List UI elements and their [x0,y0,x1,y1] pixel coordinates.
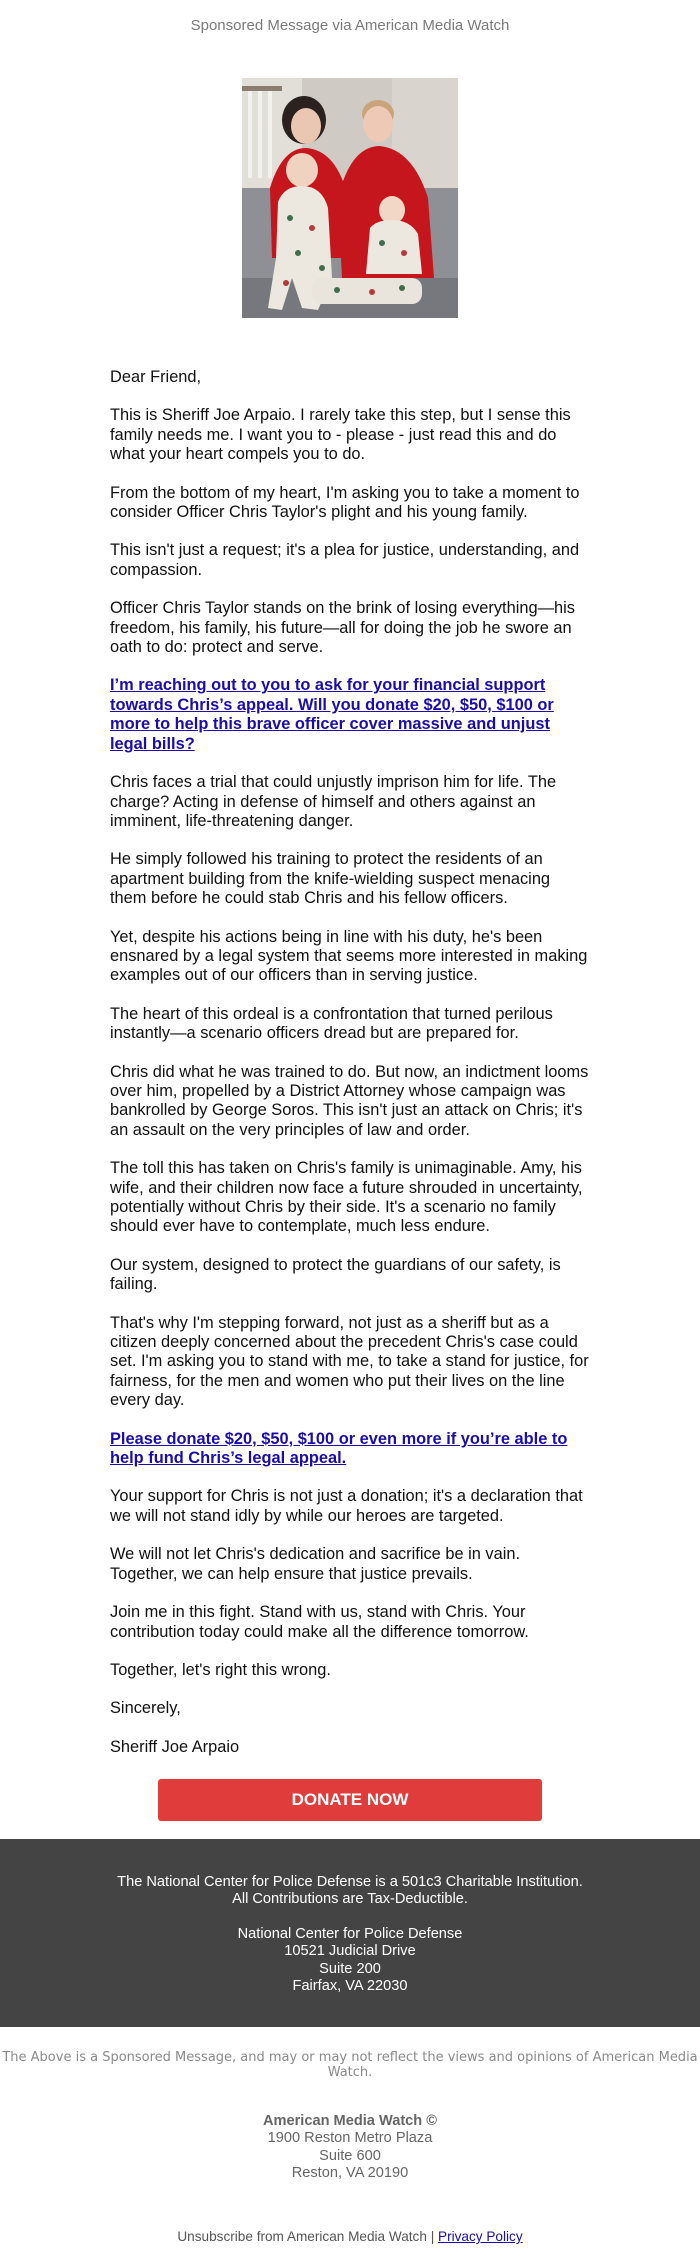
address-line: Suite 200 [319,1960,381,1977]
privacy-policy-link[interactable]: Privacy Policy [438,2229,523,2244]
donation-appeal-link[interactable]: I’m reaching out to you to ask for your financial support towards Chris’s appeal. Will you donate $20, $50, $100 or more to help this brave officer cover massive and unjust legal bills? [110,676,554,753]
organization-footer [0,1839,700,2027]
letter-paragraph: Your support for Chris is not just a donation; it's a declaration that we will not stand idly by while our heroes are targeted. [110,1487,583,1525]
letter-paragraph: We will not let Chris's dedication and sacrifice be in vain. Together, we can help ensure that justice prevails. [110,1545,521,1583]
sponsored-header: Sponsored Message via American Media Watch [190,17,510,34]
letter-signature: Sheriff Joe Arpaio [110,1737,240,1756]
letter-greeting: Dear Friend, [110,368,202,386]
letter-paragraph: Our system, designed to protect the guardians of our safety, is failing. [110,1255,561,1294]
appeal-paragraph [110,676,590,754]
letter-paragraph: Yet, despite his actions being in line with his duty, he's been ensnared by a legal system that seems more interested in making examples out of our officers than in serving justice. [110,927,588,985]
letter-paragraph: Join me in this fight. Stand with us, stand with Chris. Your contribution today could make all the difference tomorrow. [110,1603,529,1641]
address-line: Fairfax, VA 22030 [292,1978,408,1995]
letter-paragraph: This is Sheriff Joe Arpaio. I rarely take this step, but I sense this family needs me. I want you to - please - just read this and do what your heart compels you to do. [110,406,571,464]
letter-paragraph: That's why I'm stepping forward, not just as a sheriff but as a citizen deeply concerned about the precedent Chris's case could set. I'm asking you to stand with me, to take a stand for justice, for fairness, for the men and women who put their lives on the line every day. [110,1313,589,1410]
separator: | [430,2229,435,2244]
letter-paragraph: The toll this has taken on Chris's family is unimaginable. Amy, his wife, and their children now face a future shrouded in uncertainty, potentially without Chris by their side. It's a scenario no family should ever have to contemplate, much less endure. [110,1159,583,1236]
donate-button-wrap [0,1779,700,1821]
unsubscribe-link[interactable]: Unsubscribe from American Media Watch [177,2229,427,2244]
organization-address [0,1926,700,1996]
address-line: 10521 Judicial Drive [284,1943,416,1960]
letter-paragraph: Chris did what he was trained to do. But now, an indictment looms over him, propelled by a District Attorney whose campaign was bankrolled by George Soros. This isn't just an attack on Chris; it's an assault on the very principles of law and order. [110,1062,589,1139]
family-photo [242,78,458,318]
donation-appeal-link-2[interactable]: Please donate $20, $50, $100 or even more if you’re able to help fund Chris’s legal appeal. [110,1429,568,1468]
address-line: National Center for Police Defense [237,1925,463,1942]
donate-now-button[interactable]: DONATE NOW [158,1779,542,1821]
publisher-address-line: 1900 Reston Metro Plaza [267,2130,433,2147]
letter-paragraph: Officer Chris Taylor stands on the brink of losing everything—his freedom, his family, his future—all for doing the job he swore an oath to do: protect and serve. [110,599,575,657]
appeal-paragraph [110,1430,590,1469]
letter-paragraph: Chris faces a trial that could unjustly imprison him for life. The charge? Acting in defense of himself and others against an imminent, life-threatening danger. [110,773,557,830]
sponsored-disclaimer: The Above is a Sponsored Message, and may or may not reflect the views and opinions of American Media Watch. [2,2050,698,2080]
unsubscribe-bar [0,2229,700,2244]
letter-paragraph: He simply followed his training to protect the residents of an apartment building from the knife-wielding suspect menacing them before he could stab Chris and his fellow officers. [110,850,551,908]
publisher-name: American Media Watch © [262,2113,438,2129]
letter-paragraph: From the bottom of my heart, I'm asking you to take a moment to consider Officer Chris Taylor's plight and his young family. [110,483,580,522]
letter-closing: Sincerely, [110,1699,181,1718]
letter-body [110,318,590,1757]
letter-paragraph: Together, let's right this wrong. [110,1660,331,1679]
publisher-address [0,2113,700,2183]
publisher-address-line: Suite 600 [319,2147,381,2164]
letter-paragraph: This isn't just a request; it's a plea for justice, understanding, and compassion. [110,541,580,579]
publisher-address-line: Reston, VA 20190 [291,2165,409,2182]
letter-paragraph: The heart of this ordeal is a confrontation that turned perilous instantly—a scenario officers dread but are prepared for. [110,1004,553,1043]
tax-statement: The National Center for Police Defense is a 501c3 Charitable Institution. All Contributions are Tax-Deductible. [117,1874,583,1908]
